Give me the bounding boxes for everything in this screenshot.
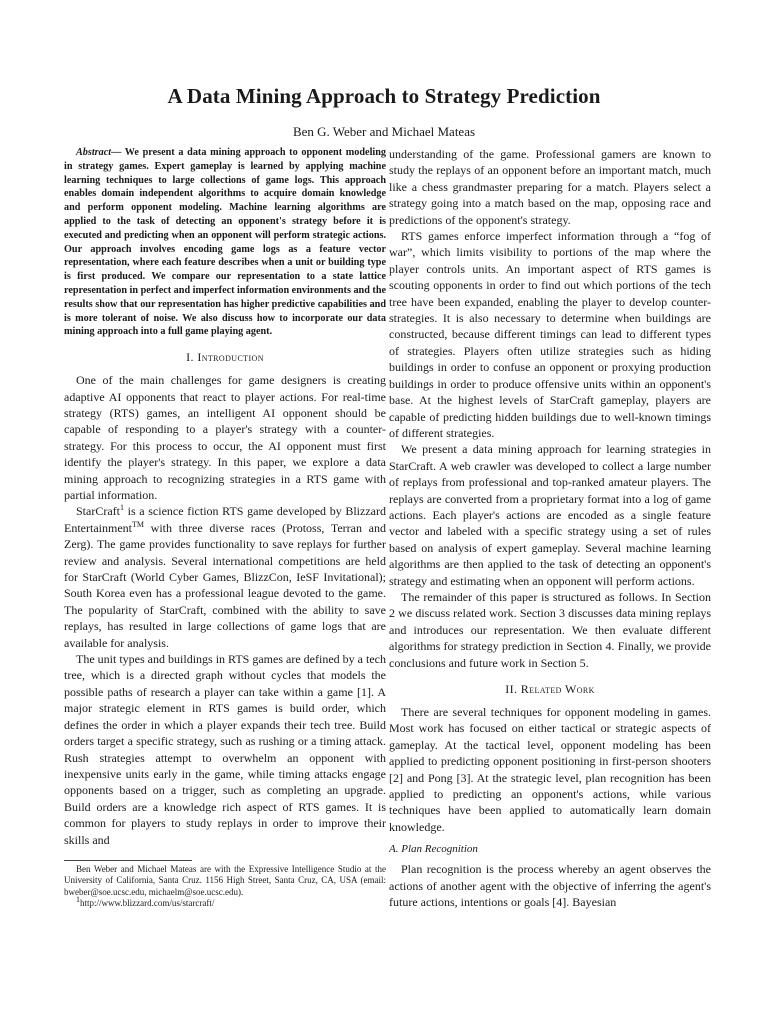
intro-paragraph-3: The unit types and buildings in RTS games are defined by a tech tree, which is a directed graph without cycles that models the possible paths of research a player can take within a game [1]. A major strategic element in RTS games is build order, which defines the order in which a player expands their tech tree. Build orders target a specific strategy, such as rushing or a timing attack. Rush strategies attempt to overwhelm an opponent with inexpensive units early in the game, while timing attacks engage opponents based on a trigger, such as completing an upgrade. Build orders are a knowledge rich aspect of RTS games. It is common for players to study replays in order to improve their skills and [64,652,386,847]
footnote-marker: 1 [120,503,124,513]
intro-paragraph-1: One of the main challenges for game designers is creating adaptive AI opponents that react to player actions. For real-time strategy (RTS) games, an intelligent AI opponent should be capable of responding to a player's strategy with a counter-strategy. For this process to occur, the AI opponent must first identify the player's strategy. In this paper, we explore a data mining approach to recognizing strategies in a RTS game with partial information. [64,373,386,502]
trademark-mark: TM [131,519,144,529]
subsection-heading-plan-recognition: A. Plan Recognition [389,843,478,856]
section-heading-introduction: I. Introduction [186,350,264,365]
intro-paragraph-3-cont: understanding of the game. Professional gamers are known to study the replays of an opponent before an important match, much like a chess grandmaster preparing for a match. Players select a strategy going into a match based on the map, opposing race and predictions of the opponent's strategy. [389,147,711,227]
intro-paragraph-6: The remainder of this paper is structured as follows. In Section 2 we discuss related work. Section 3 discusses data mining replays and introduces our representation. We then evaluate different algorithms for strategy prediction in Section 4. Finally, we provide conclusions and future work in Section 5. [389,589,711,670]
intro-paragraph-5: We present a data mining approach for learning strategies in StarCraft. A web crawler was developed to collect a large number of replays from professional and top-ranked amateur players. The replays are converted from a proprietary format into a log of game actions. Each player's actions are encoded as a single feature vector and labeled with a specific strategy using a set of rules based on analysis of expert gameplay. Several machine learning algorithms are then applied to the task of detecting an opponent's strategy and estimating when an opponent will perform actions. [389,442,711,588]
author-affiliation-footnote: Ben Weber and Michael Mateas are with the Expressive Intelligence Studio at the University of California, Santa Cruz. 1156 High Street, Santa Cruz, CA, USA (email: bweber@soe.ucsc.edu, michaelm@soe.ucsc.edu). [64,863,386,897]
related-work-paragraph-1: There are several techniques for opponent modeling in games. Most work has focused on either tactical or strategic aspects of gameplay. At the tactical level, opponent modeling has been applied to predicting opponent positioning in first-person shooters [2] and Pong [3]. At the strategic level, plan recognition has been applied to predicting an opponent's actions, while various techniques have been applied to automatically learn domain knowledge. [389,705,711,834]
intro-paragraph-4: RTS games enforce imperfect information through a “fog of war”, which limits visibility to portions of the map where the player controls units. An important aspect of RTS games is scouting opponents in order to find out which portions of the tech tree have been expanded, enabling the player to develop counter-strategies. It is also necessary to determine when buildings are constructed, because different timings can lead to different types of strategies. Players often utilize strategies such as hiding buildings in order to confuse an opponent or proxying production buildings in order to produce offensive units within an opponent's base. At the highest levels of StarCraft gameplay, players are capable of predicting hidden buildings due to well-known timings of different strategies. [389,229,711,440]
left-column [64,146,386,910]
section-heading-related-work: II. Related Work [505,682,595,696]
footnote-1-url: http://www.blizzard.com/us/starcraft/ [80,898,215,909]
plan-recognition-paragraph-1: Plan recognition is the process whereby an agent observes the actions of another agent with the objective of inferring the agent's future actions, intentions or goals [4]. Bayesian [389,862,711,910]
abstract-dash: — [111,147,122,158]
right-column [389,146,711,910]
abstract [64,146,386,339]
paper-authors: Ben G. Weber and Michael Mateas [292,124,476,139]
abstract-label: Abstract [76,147,112,158]
footnote-1: $^1$http://www.blizzard.com/us/starcraft/ [76,895,215,909]
intro-paragraph-2: StarCraft$^1$ is a science fiction RTS game developed by Blizzard Entertainment™ with three diverse races (Protoss, Terran and Zerg). The game provides functionality to save replays for further review and analysis. Several international competitions are held for StarCraft (World Cyber Games, BlizzCon, IeSF Invitational); South Korea even has a professional league devoted to the game. The popularity of StarCraft, combined with the ability to save replays, has resulted in large collections of game logs that are available for analysis. [64,503,386,650]
abstract-text: We present a data mining approach to opponent modeling in strategy games. Expert gameplay is learned by applying machine learning techniques to large collections of game logs. This approach enables domain independent algorithms to acquire domain knowledge and perform opponent modeling. Machine learning algorithms are applied to the task of detecting an opponent's strategy before it is executed and predicting when an opponent will perform strategic actions. Our approach involves encoding game logs as a feature vector representation, where each feature describes when a unit or building type is first produced. We compare our representation to a state lattice representation in perfect and imperfect information environments and the results show that our representation has higher predictive capabilities and is more tolerant of noise. We also discuss how to incorporate our data mining approach into a full game playing agent. [64,147,387,338]
paper-title: A Data Mining Approach to Strategy Prediction [167,84,601,108]
